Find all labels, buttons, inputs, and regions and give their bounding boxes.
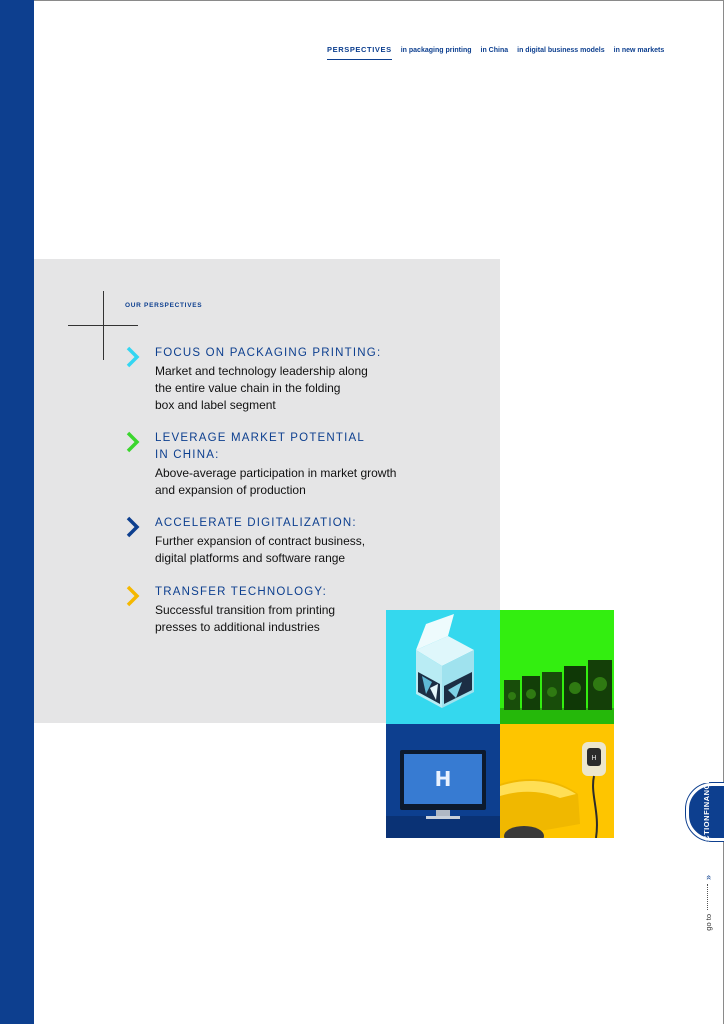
nav-item-new-markets[interactable]: in new markets bbox=[613, 47, 665, 54]
tab-line-financial: FINANCIAL bbox=[702, 770, 711, 816]
ev-charging-image bbox=[500, 724, 614, 838]
dotted-leader bbox=[707, 884, 709, 910]
chevron-right-icon bbox=[124, 431, 142, 453]
item-title: TRANSFER TECHNOLOGY: bbox=[155, 586, 328, 598]
perspective-item-china bbox=[124, 430, 464, 499]
chevron-right-icon bbox=[124, 346, 142, 368]
nav-item-perspectives[interactable]: PERSPECTIVES bbox=[327, 45, 392, 60]
item-title: ACCELERATE DIGITALIZATION: bbox=[155, 517, 357, 529]
item-body: Successful transition from printing presses to additional industries bbox=[155, 603, 336, 634]
item-body: Above-average participation in market growth and expansion of production bbox=[155, 466, 397, 497]
svg-text:H: H bbox=[434, 767, 452, 791]
item-body: Market and technology leadership along the entire value chain in the folding box and label segment bbox=[155, 364, 368, 412]
chevron-right-icon bbox=[124, 585, 142, 607]
panel-kicker: OUR PERSPECTIVES bbox=[125, 302, 203, 309]
monitor-digital-image bbox=[386, 724, 500, 838]
item-title: LEVERAGE MARKET POTENTIAL IN CHINA: bbox=[155, 432, 366, 461]
chevron-right-icon bbox=[124, 516, 142, 538]
item-title: FOCUS ON PACKAGING PRINTING: bbox=[155, 347, 382, 359]
double-chevron-icon: » bbox=[703, 875, 713, 881]
svg-text:H: H bbox=[591, 754, 597, 762]
nav-item-digital[interactable]: in digital business models bbox=[517, 47, 605, 54]
crosshair-horizontal-line bbox=[68, 325, 138, 326]
printing-press-image bbox=[500, 610, 614, 724]
tab-line-section: SECTION bbox=[702, 815, 711, 852]
left-brand-bar bbox=[0, 0, 34, 1024]
perspective-item-packaging bbox=[124, 345, 464, 414]
perspective-item-digitalization bbox=[124, 515, 464, 567]
perspective-image-grid bbox=[386, 610, 614, 838]
goto-label: go to bbox=[703, 914, 713, 931]
top-border bbox=[34, 0, 724, 1]
nav-item-china[interactable]: in China bbox=[480, 47, 509, 54]
financial-section-label[interactable] bbox=[702, 770, 711, 852]
item-body: Further expansion of contract business, digital platforms and software range bbox=[155, 534, 366, 565]
nav-item-packaging[interactable]: in packaging printing bbox=[400, 47, 472, 54]
packaging-box-image bbox=[386, 610, 500, 724]
section-nav bbox=[327, 45, 664, 60]
goto-link[interactable] bbox=[699, 875, 717, 931]
